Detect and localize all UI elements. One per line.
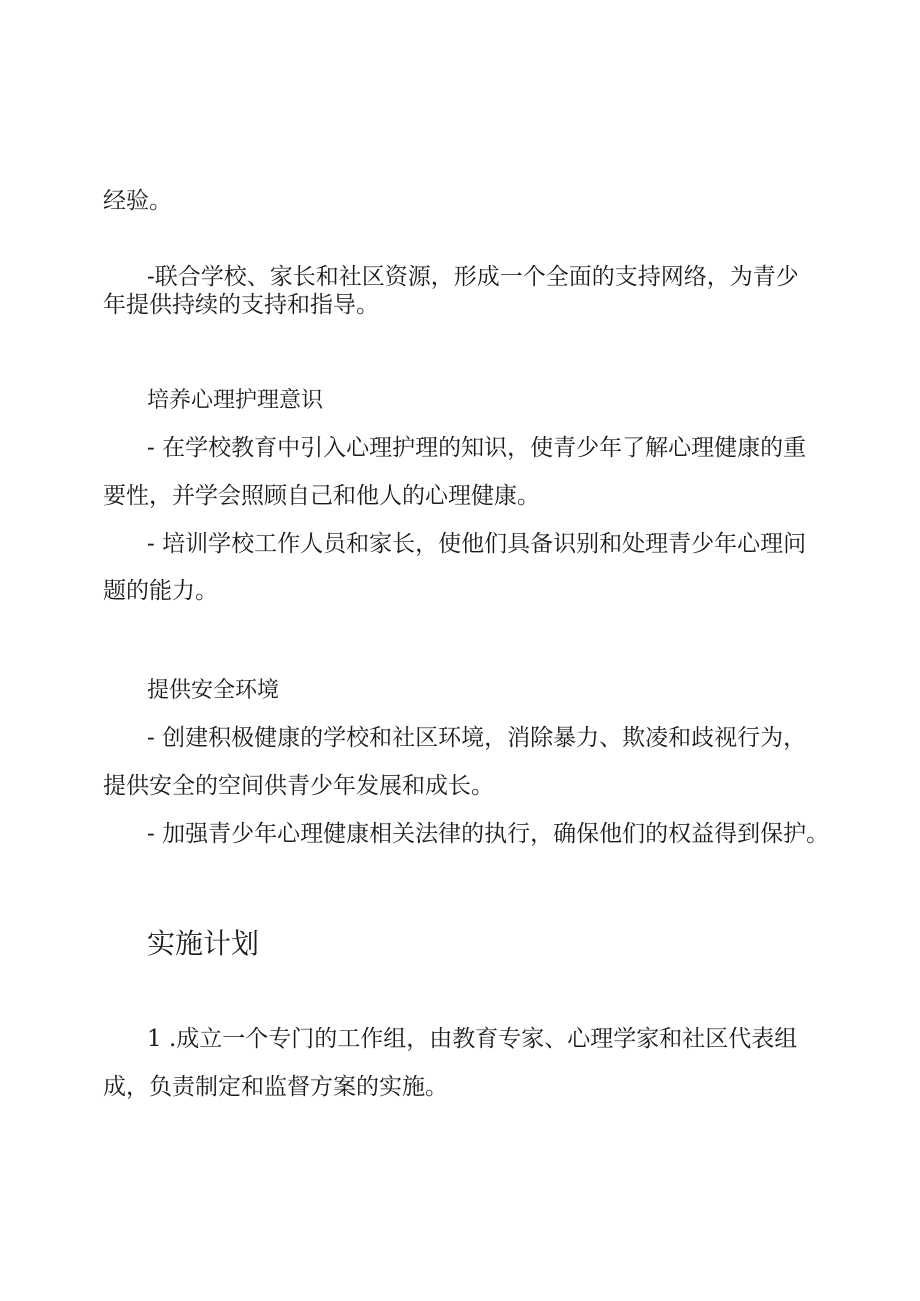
awareness-item-2-line-1: - 培训学校工作人员和家长，使他们具备识别和处理青少年心理问: [147, 531, 807, 557]
implementation-item-1-line-2: 成，负责制定和监督方案的实施。: [103, 1074, 448, 1100]
network-paragraph-line-1: -联合学校、家长和社区资源，形成一个全面的支持网络，为青少: [147, 264, 799, 290]
safety-item-1-line-1: - 创建积极健康的学校和社区环境，消除暴力、欺凌和歧视行为，: [147, 725, 807, 751]
awareness-item-2-line-2: 题的能力。: [103, 578, 218, 604]
implementation-item-1-line-1: 1 .成立一个专门的工作组，由教育专家、心理学家和社区代表组: [147, 1026, 798, 1052]
awareness-heading: 培养心理护理意识: [147, 388, 324, 413]
awareness-item-1-line-1: - 在学校教育中引入心理护理的知识，使青少年了解心理健康的重: [147, 435, 807, 461]
awareness-item-1-line-2: 要性，并学会照顾自己和他人的心理健康。: [103, 483, 540, 509]
safety-heading: 提供安全环境: [147, 678, 280, 703]
safety-item-2-line-1: - 加强青少年心理健康相关法律的执行，确保他们的权益得到保护。: [147, 821, 830, 847]
continuation-text: 经验。: [103, 188, 172, 214]
implementation-title: 实施计划: [147, 927, 260, 960]
network-paragraph-line-2: 年提供持续的支持和指导。: [103, 292, 379, 318]
safety-item-1-line-2: 提供安全的空间供青少年发展和成长。: [103, 773, 494, 799]
